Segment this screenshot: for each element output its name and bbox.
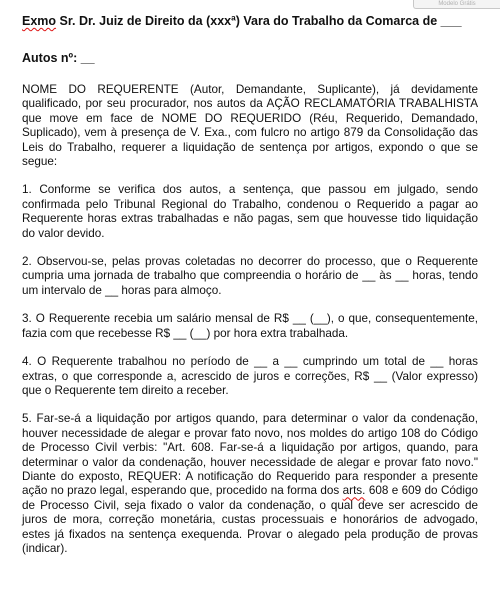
paragraph-2: 2. Observou-se, pelas provas coletadas no decorrer do processo, que o Requerente cumpria uma jornada de trabalho que compreendia o horário de __ às __ horas, tendo um intervalo de __ horas para almoço. — [22, 255, 478, 297]
corner-tab: Modelo Grátis — [413, 0, 500, 9]
paragraph-3: 3. O Requerente recebia um salário mensal de R$ __ (__), o que, consequentemente, fazia com que recebesse R$ __ (__) por hora extra trabalhada. — [22, 312, 478, 340]
paragraph-5: 5. Far-se-á a liquidação por artigos quando, para determinar o valor da condenação, houver necessidade de alegar e provar fato novo, nos moldes do artigo 108 do Código de Processo Civil verbis: "Art. 608. Far-se-á a liquidação por artigos, quando, para determinar o valor da condenação, houver necessidade de alegar e provar fato novo." Diante do exposto, REQUER: A notificação do Requerido para responder a presente ação no prazo legal, esperando que, procedido na forma dos arts. 608 e 609 do Código de Processo Civil, seja fixado o valor da condenação, o qual deve ser acrescido de juros de mora, correção monetária, custas processuais e honorários de advogado, estes já fixados na sentença exequenda. Provar o alegado pela produção de provas (indicar). — [22, 412, 478, 555]
spelling-mark: arts. — [342, 484, 366, 498]
document-title: Exmo Sr. Dr. Juiz de Direito da (xxxª) Vara do Trabalho da Comarca de ___ — [22, 14, 462, 28]
paragraph-1: 1. Conforme se verifica dos autos, a sentença, que passou em julgado, sendo confirmada pelo Tribunal Regional do Trabalho, condenou o Requerido a pagar ao Requerente horas extras trabalhadas e não pagas, sem que houvesse tido liquidação do valor devido. — [22, 183, 478, 240]
intro-paragraph: NOME DO REQUERENTE (Autor, Demandante, Suplicante), já devidamente qualificado, por seu procurador, nos autos da AÇÃO RECLAMATÓRIA TRABALHISTA que move em face de NOME DO REQUERIDO (Réu, Requerido, Demandado, Suplicado), vem à presença de V. Exa., com fulcro no artigo 879 da Consolidação das Leis do Trabalho, requerer a liquidação de sentença por artigos, expondo o que se segue: — [22, 83, 478, 169]
spelling-mark: Exmo — [22, 14, 57, 28]
document-page — [22, 14, 478, 556]
autos-number: Autos nº: __ — [22, 51, 95, 65]
paragraph-4: 4. O Requerente trabalhou no período de __ a __ cumprindo um total de __ horas extras, o que corresponde a, acrescido de juros e correções, R$ __ (Valor expresso) que o Requerente tem direito a receber. — [22, 355, 478, 397]
